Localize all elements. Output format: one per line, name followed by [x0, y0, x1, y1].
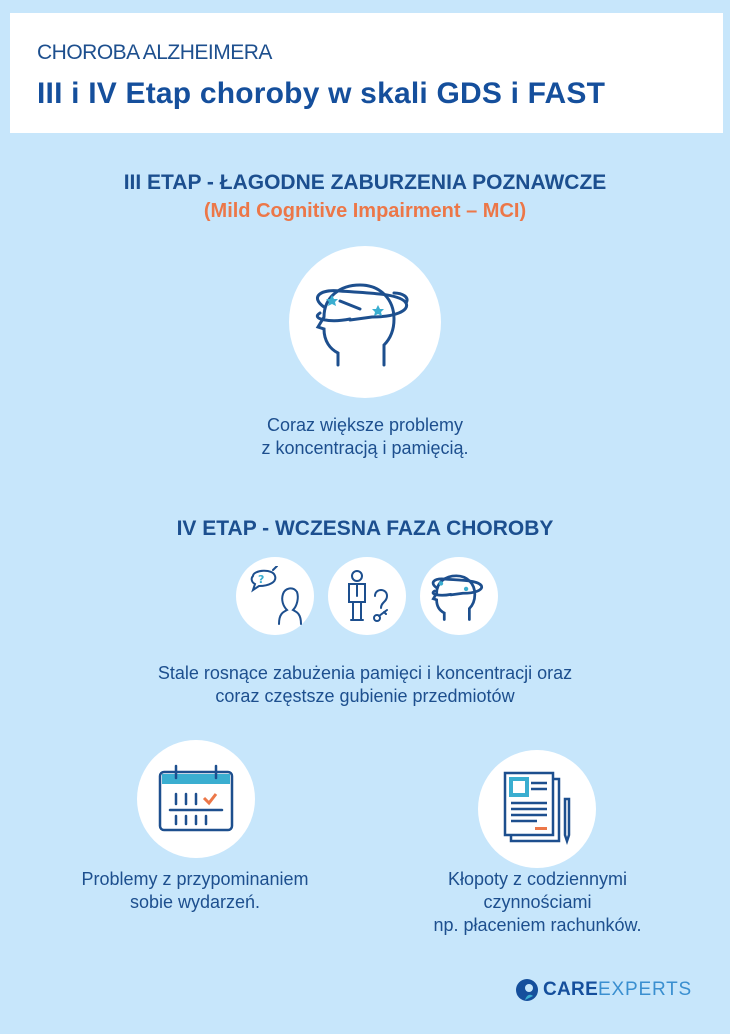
- stage3-subtitle: (Mild Cognitive Impairment – MCI): [203, 200, 527, 222]
- stage4-icon-circle-2: [328, 557, 406, 635]
- caption-line: coraz częstsze gubienie przedmiotów: [215, 686, 515, 706]
- dizzy-head-icon: [429, 566, 489, 626]
- caption-line: czynnościami: [483, 892, 592, 912]
- logo-mark-icon: [515, 978, 539, 1002]
- caption-line: Kłopoty z codziennymi: [447, 869, 628, 889]
- svg-text:?: ?: [258, 573, 265, 586]
- stage4-title: IV ETAP - WCZESNA FAZA CHOROBY: [176, 517, 554, 540]
- documents-pen-icon: [497, 769, 577, 849]
- header-banner: [10, 13, 723, 133]
- caption-line: z koncentracją i pamięcią.: [261, 438, 469, 458]
- header-kicker: CHOROBA ALZHEIMERA: [37, 41, 272, 64]
- caption-line: Coraz większe problemy: [266, 415, 464, 435]
- stage4-icon-circle-1: [236, 557, 314, 635]
- caption-line: Problemy z przypominaniem: [81, 869, 309, 889]
- logo-text-care: CARE: [543, 979, 599, 1000]
- page-title: III i IV Etap choroby w skali GDS i FAST: [37, 77, 606, 110]
- calendar-icon-circle: [137, 740, 255, 858]
- calendar-icon: [156, 764, 236, 834]
- stage3-icon-circle: [289, 246, 441, 398]
- logo-text-experts: EXPERTS: [598, 979, 692, 1000]
- calendar-caption: [40, 868, 350, 914]
- caption-line: Stale rosnące zabużenia pamięci i koncentracji oraz: [157, 663, 573, 683]
- dizzy-head-icon: [310, 267, 420, 377]
- stage4-icon-circle-3: [420, 557, 498, 635]
- documents-icon-circle: [478, 750, 596, 868]
- stage3-caption: [200, 414, 530, 460]
- caption-line: np. płaceniem rachunków.: [433, 915, 642, 935]
- documents-caption: [395, 868, 680, 937]
- confused-person-speech-icon: [245, 566, 305, 626]
- person-lost-key-icon: [337, 566, 397, 626]
- stage3-title: III ETAP - ŁAGODNE ZABURZENIA POZNAWCZE: [123, 171, 607, 194]
- caption-line: sobie wydarzeń.: [129, 892, 261, 912]
- stage4-caption: [100, 662, 630, 708]
- careexperts-logo: [515, 978, 692, 1002]
